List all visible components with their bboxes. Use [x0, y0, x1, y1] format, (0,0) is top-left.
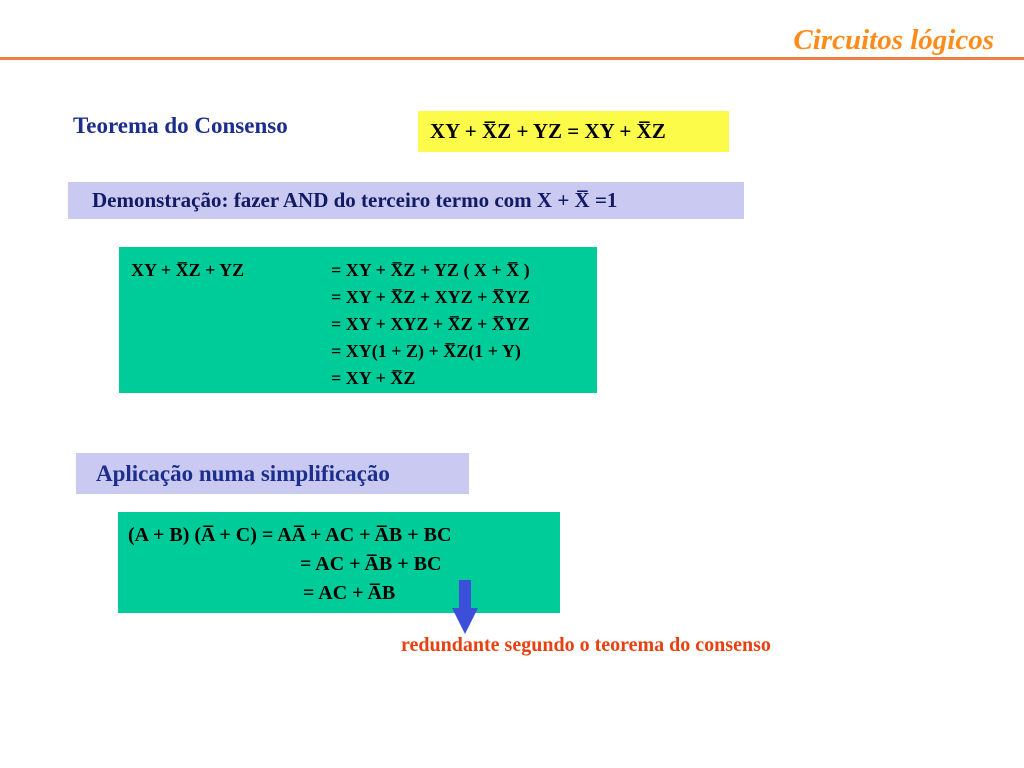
- proof-step: = XY + X̅Z + YZ ( X + X̅ ): [331, 260, 530, 280]
- simplification-box: [118, 512, 560, 613]
- proof-step: = XY + X̅Z + XYZ + X̅YZ: [331, 287, 530, 307]
- proof-step: = XY + XYZ + X̅Z + X̅YZ: [331, 314, 530, 334]
- down-arrow-icon: [452, 580, 478, 634]
- proof-line: [131, 311, 597, 338]
- simplification-step: = AC + A̅B: [303, 582, 396, 604]
- proof-line: [131, 338, 597, 365]
- theorem-title: Teorema do Consenso: [73, 113, 288, 138]
- redundancy-note: redundante segundo o teorema do consenso: [401, 634, 771, 656]
- application-title: Aplicação numa simplificação: [76, 453, 469, 494]
- consensus-formula: XY + X̅Z + YZ = XY + X̅Z: [418, 111, 729, 152]
- proof-box: [119, 247, 597, 393]
- simplification-step: (A + B) (A̅ + C) = AA̅ + AC + A̅B + BC: [128, 524, 452, 546]
- proof-line: [131, 284, 597, 311]
- proof-line: [131, 365, 597, 392]
- proof-lhs: XY + X̅Z + YZ: [131, 260, 245, 280]
- proof-step: = XY(1 + Z) + X̅Z(1 + Y): [331, 341, 521, 361]
- proof-step: = XY + X̅Z: [331, 368, 416, 388]
- simplification-step: = AC + A̅B + BC: [300, 553, 442, 575]
- proof-line: [131, 257, 597, 284]
- slide-title: Circuitos lógicos: [793, 24, 994, 56]
- header-divider: [0, 57, 1024, 60]
- demonstration-text: Demonstração: fazer AND do terceiro termo com X + X̅ =1: [68, 182, 744, 219]
